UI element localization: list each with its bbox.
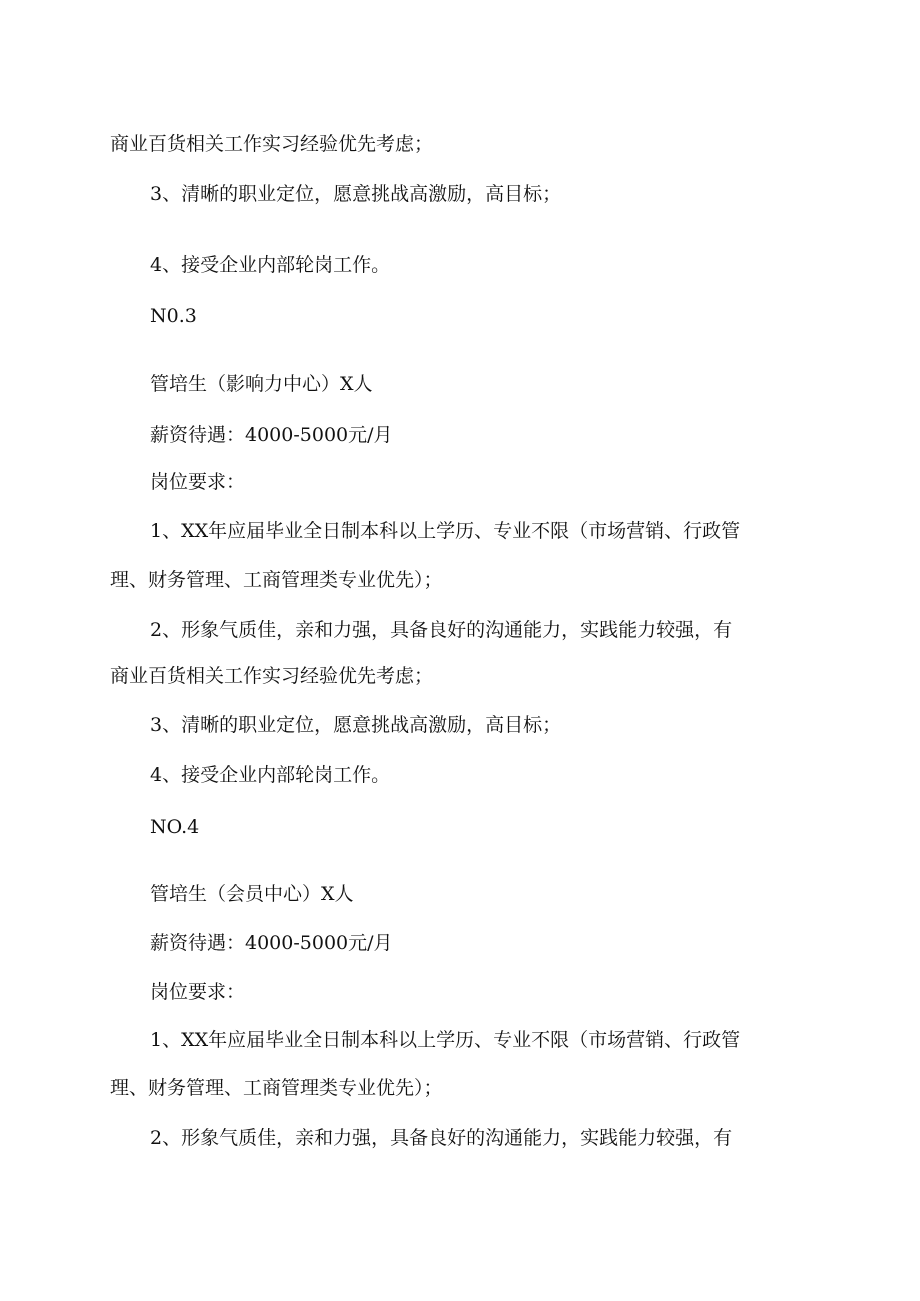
salary-line: 薪资待遇：4000-5000元/月 xyxy=(150,932,393,954)
text-line: 1、XX年应届毕业全日制本科以上学历、专业不限（市场营销、行政管 xyxy=(150,520,741,542)
text-line: 理、财务管理、工商管理类专业优先）； xyxy=(110,1077,443,1099)
text-line: 商业百货相关工作实习经验优先考虑； xyxy=(110,133,434,155)
text-line: 2、形象气质佳，亲和力强，具备良好的沟通能力，实践能力较强，有 xyxy=(150,1127,733,1149)
text-line: 3、清晰的职业定位，愿意挑战高激励，高目标； xyxy=(150,714,562,736)
text-line: 4、接受企业内部轮岗工作。 xyxy=(150,764,391,786)
requirements-heading: 岗位要求： xyxy=(150,471,246,493)
text-line: 1、XX年应届毕业全日制本科以上学历、专业不限（市场营销、行政管 xyxy=(150,1029,741,1051)
section-number: N0.3 xyxy=(150,305,197,327)
text-line: 理、财务管理、工商管理类专业优先）； xyxy=(110,569,443,591)
text-line: 4、接受企业内部轮岗工作。 xyxy=(150,254,391,276)
position-title: 管培生（影响力中心）X人 xyxy=(150,373,373,395)
text-line: 3、清晰的职业定位，愿意挑战高激励，高目标； xyxy=(150,183,562,205)
requirements-heading: 岗位要求： xyxy=(150,981,246,1003)
text-line: 2、形象气质佳，亲和力强，具备良好的沟通能力，实践能力较强，有 xyxy=(150,619,733,641)
text-line: 商业百货相关工作实习经验优先考虑； xyxy=(110,665,434,687)
salary-line: 薪资待遇：4000-5000元/月 xyxy=(150,424,393,446)
section-number: NO.4 xyxy=(150,816,200,838)
position-title: 管培生（会员中心）X人 xyxy=(150,883,354,905)
